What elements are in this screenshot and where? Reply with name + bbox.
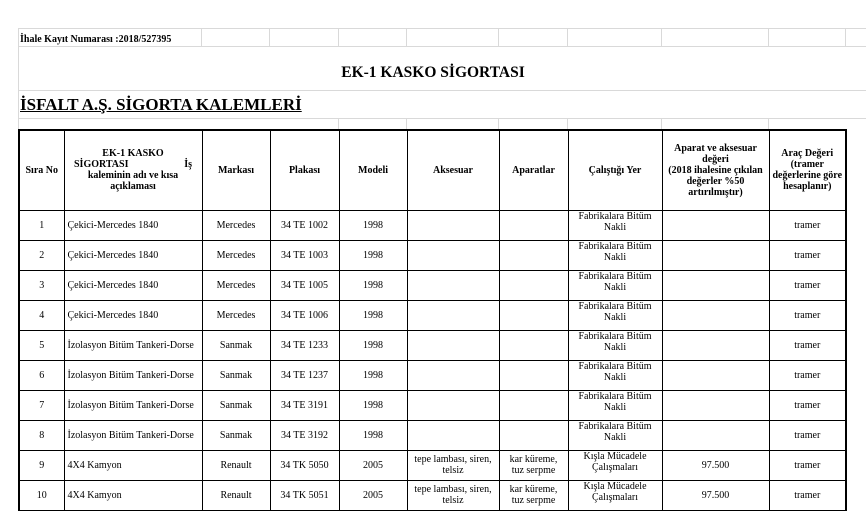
col2-is: İş [184,159,192,171]
sira-no-cell: 2 [19,240,64,270]
sira-no-cell: 9 [19,450,64,480]
sira-no-cell: 5 [19,330,64,360]
column-header-arac-degeri: Araç Değeri (tramer değerlerine göre hesaplanır) [769,130,846,210]
column-header-modeli: Modeli [339,130,407,210]
arac-degeri-cell: tramer [769,270,846,300]
column-header-calistigi-yer: Çalıştığı Yer [568,130,662,210]
model-cell: 1998 [339,300,407,330]
aksesuar-cell [407,240,499,270]
aksesuar-cell [407,390,499,420]
aparat-cell [499,390,568,420]
aparat-cell [499,330,568,360]
aparat-title: Aparat ve aksesuar değeri [674,142,757,165]
aparat-degeri-cell: 97.500 [662,450,769,480]
gridline [338,28,339,46]
aparat-cell [499,360,568,390]
aksesuar-cell [407,330,499,360]
plaka-cell: 34 TE 1006 [270,300,339,330]
table-header-row [19,130,846,210]
plaka-cell: 34 TK 5050 [270,450,339,480]
model-cell: 1998 [339,360,407,390]
model-cell: 1998 [339,420,407,450]
column-header-aparatlar: Aparatlar [499,130,568,210]
arac-degeri-cell: tramer [769,330,846,360]
gridline [768,28,769,46]
aksesuar-cell: tepe lambası, siren, telsiz [407,450,499,480]
aparat-degeri-cell: 97.500 [662,480,769,510]
model-cell: 2005 [339,450,407,480]
item-name-cell: İzolasyon Bitüm Tankeri-Dorse [64,360,202,390]
gridline [498,28,499,46]
sira-no-cell: 8 [19,420,64,450]
aksesuar-cell [407,300,499,330]
calistigi-yer-cell: Fabrikalara Bitüm Nakli [568,330,662,360]
marka-cell: Sanmak [202,360,270,390]
gridline [845,28,846,46]
marka-cell: Sanmak [202,390,270,420]
table-row [19,450,846,480]
aparat-note: (2018 ihalesine çıkılan değerler %50 artırılmıştır) [668,164,763,198]
aparat-cell [499,300,568,330]
arac-degeri-cell: tramer [769,300,846,330]
table-row [19,300,846,330]
column-header-is-kalemi [64,130,202,210]
plaka-cell: 34 TE 1002 [270,210,339,240]
table-row [19,210,846,240]
plaka-cell: 34 TE 1237 [270,360,339,390]
gridline [498,118,499,129]
plaka-cell: 34 TE 3191 [270,390,339,420]
aksesuar-cell [407,270,499,300]
calistigi-yer-cell: Fabrikalara Bitüm Nakli [568,390,662,420]
gridline [338,118,339,129]
column-header-plakasi: Plakası [270,130,339,210]
sira-no-cell: 7 [19,390,64,420]
gridline [201,28,202,46]
aparat-cell [499,240,568,270]
model-cell: 1998 [339,210,407,240]
marka-cell: Mercedes [202,270,270,300]
marka-cell: Mercedes [202,240,270,270]
arac-degeri-cell: tramer [769,240,846,270]
sira-no-cell: 10 [19,480,64,510]
marka-cell: Renault [202,480,270,510]
gridline [768,118,769,129]
column-header-aparat-degeri [662,130,769,210]
marka-cell: Mercedes [202,300,270,330]
sira-no-cell: 6 [19,360,64,390]
marka-cell: Sanmak [202,330,270,360]
marka-cell: Renault [202,450,270,480]
table-row [19,360,846,390]
item-name-cell: 4X4 Kamyon [64,450,202,480]
arac-degeri-cell: tramer [769,450,846,480]
col2-line3: kaleminin adı ve kısa açıklaması [87,170,179,193]
plaka-cell: 34 TE 1233 [270,330,339,360]
aparat-degeri-cell [662,300,769,330]
arac-degeri-cell: tramer [769,480,846,510]
table-row [19,390,846,420]
column-header-sira-no: Sıra No [19,130,64,210]
arac-degeri-cell: tramer [769,390,846,420]
model-cell: 1998 [339,270,407,300]
item-name-cell: İzolasyon Bitüm Tankeri-Dorse [64,390,202,420]
table-body [19,210,846,510]
table-row [19,420,846,450]
document-title: EK-1 KASKO SİGORTASI [341,64,525,81]
plaka-cell: 34 TE 1005 [270,270,339,300]
calistigi-yer-cell: Fabrikalara Bitüm Nakli [568,360,662,390]
column-header-markasi: Markası [202,130,270,210]
aparat-degeri-cell [662,420,769,450]
arac-degeri-cell: tramer [769,210,846,240]
table-row [19,480,846,510]
gridline [661,118,662,129]
aparat-degeri-cell [662,390,769,420]
item-name-cell: Çekici-Mercedes 1840 [64,240,202,270]
aparat-cell: kar küreme, tuz serpme [499,450,568,480]
marka-cell: Mercedes [202,210,270,240]
calistigi-yer-cell: Kışla Mücadele Çalışmaları [568,480,662,510]
sira-no-cell: 3 [19,270,64,300]
aksesuar-cell [407,420,499,450]
calistigi-yer-cell: Fabrikalara Bitüm Nakli [568,420,662,450]
table-row [19,330,846,360]
gridline [18,90,866,91]
calistigi-yer-cell: Fabrikalara Bitüm Nakli [568,240,662,270]
ihale-kayit-number: İhale Kayıt Numarası :2018/527395 [20,34,172,45]
table-row [19,240,846,270]
sira-no-cell: 4 [19,300,64,330]
gridline [567,118,568,129]
item-name-cell: İzolasyon Bitüm Tankeri-Dorse [64,330,202,360]
gridline [18,46,866,47]
item-name-cell: Çekici-Mercedes 1840 [64,270,202,300]
aparat-degeri-cell [662,270,769,300]
col2-line2: SİGORTASI [74,159,129,171]
gridline [18,28,866,29]
item-name-cell: Çekici-Mercedes 1840 [64,210,202,240]
table-row [19,270,846,300]
item-name-cell: Çekici-Mercedes 1840 [64,300,202,330]
calistigi-yer-cell: Fabrikalara Bitüm Nakli [568,300,662,330]
aparat-cell [499,420,568,450]
item-name-cell: İzolasyon Bitüm Tankeri-Dorse [64,420,202,450]
aksesuar-cell [407,360,499,390]
gridline [661,28,662,46]
plaka-cell: 34 TE 1003 [270,240,339,270]
aparat-degeri-cell [662,210,769,240]
insurance-items-table [18,129,847,511]
gridline [406,118,407,129]
aparat-cell [499,270,568,300]
gridline [567,28,568,46]
aksesuar-cell [407,210,499,240]
aparat-degeri-cell [662,330,769,360]
model-cell: 1998 [339,330,407,360]
aparat-degeri-cell [662,360,769,390]
plaka-cell: 34 TK 5051 [270,480,339,510]
sira-no-cell: 1 [19,210,64,240]
column-header-aksesuar: Aksesuar [407,130,499,210]
model-cell: 1998 [339,240,407,270]
calistigi-yer-cell: Kışla Mücadele Çalışmaları [568,450,662,480]
company-section-title: İSFALT A.Ş. SİGORTA KALEMLERİ [20,95,302,114]
calistigi-yer-cell: Fabrikalara Bitüm Nakli [568,210,662,240]
gridline [18,118,866,119]
arac-degeri-cell: tramer [769,360,846,390]
model-cell: 2005 [339,480,407,510]
calistigi-yer-cell: Fabrikalara Bitüm Nakli [568,270,662,300]
aparat-degeri-cell [662,240,769,270]
gridline [406,28,407,46]
aparat-cell [499,210,568,240]
gridline [269,28,270,46]
arac-degeri-cell: tramer [769,420,846,450]
plaka-cell: 34 TE 3192 [270,420,339,450]
aksesuar-cell: tepe lambası, siren, telsiz [407,480,499,510]
item-name-cell: 4X4 Kamyon [64,480,202,510]
marka-cell: Sanmak [202,420,270,450]
model-cell: 1998 [339,390,407,420]
col2-line1: EK-1 KASKO [102,148,164,160]
aparat-cell: kar küreme, tuz serpme [499,480,568,510]
